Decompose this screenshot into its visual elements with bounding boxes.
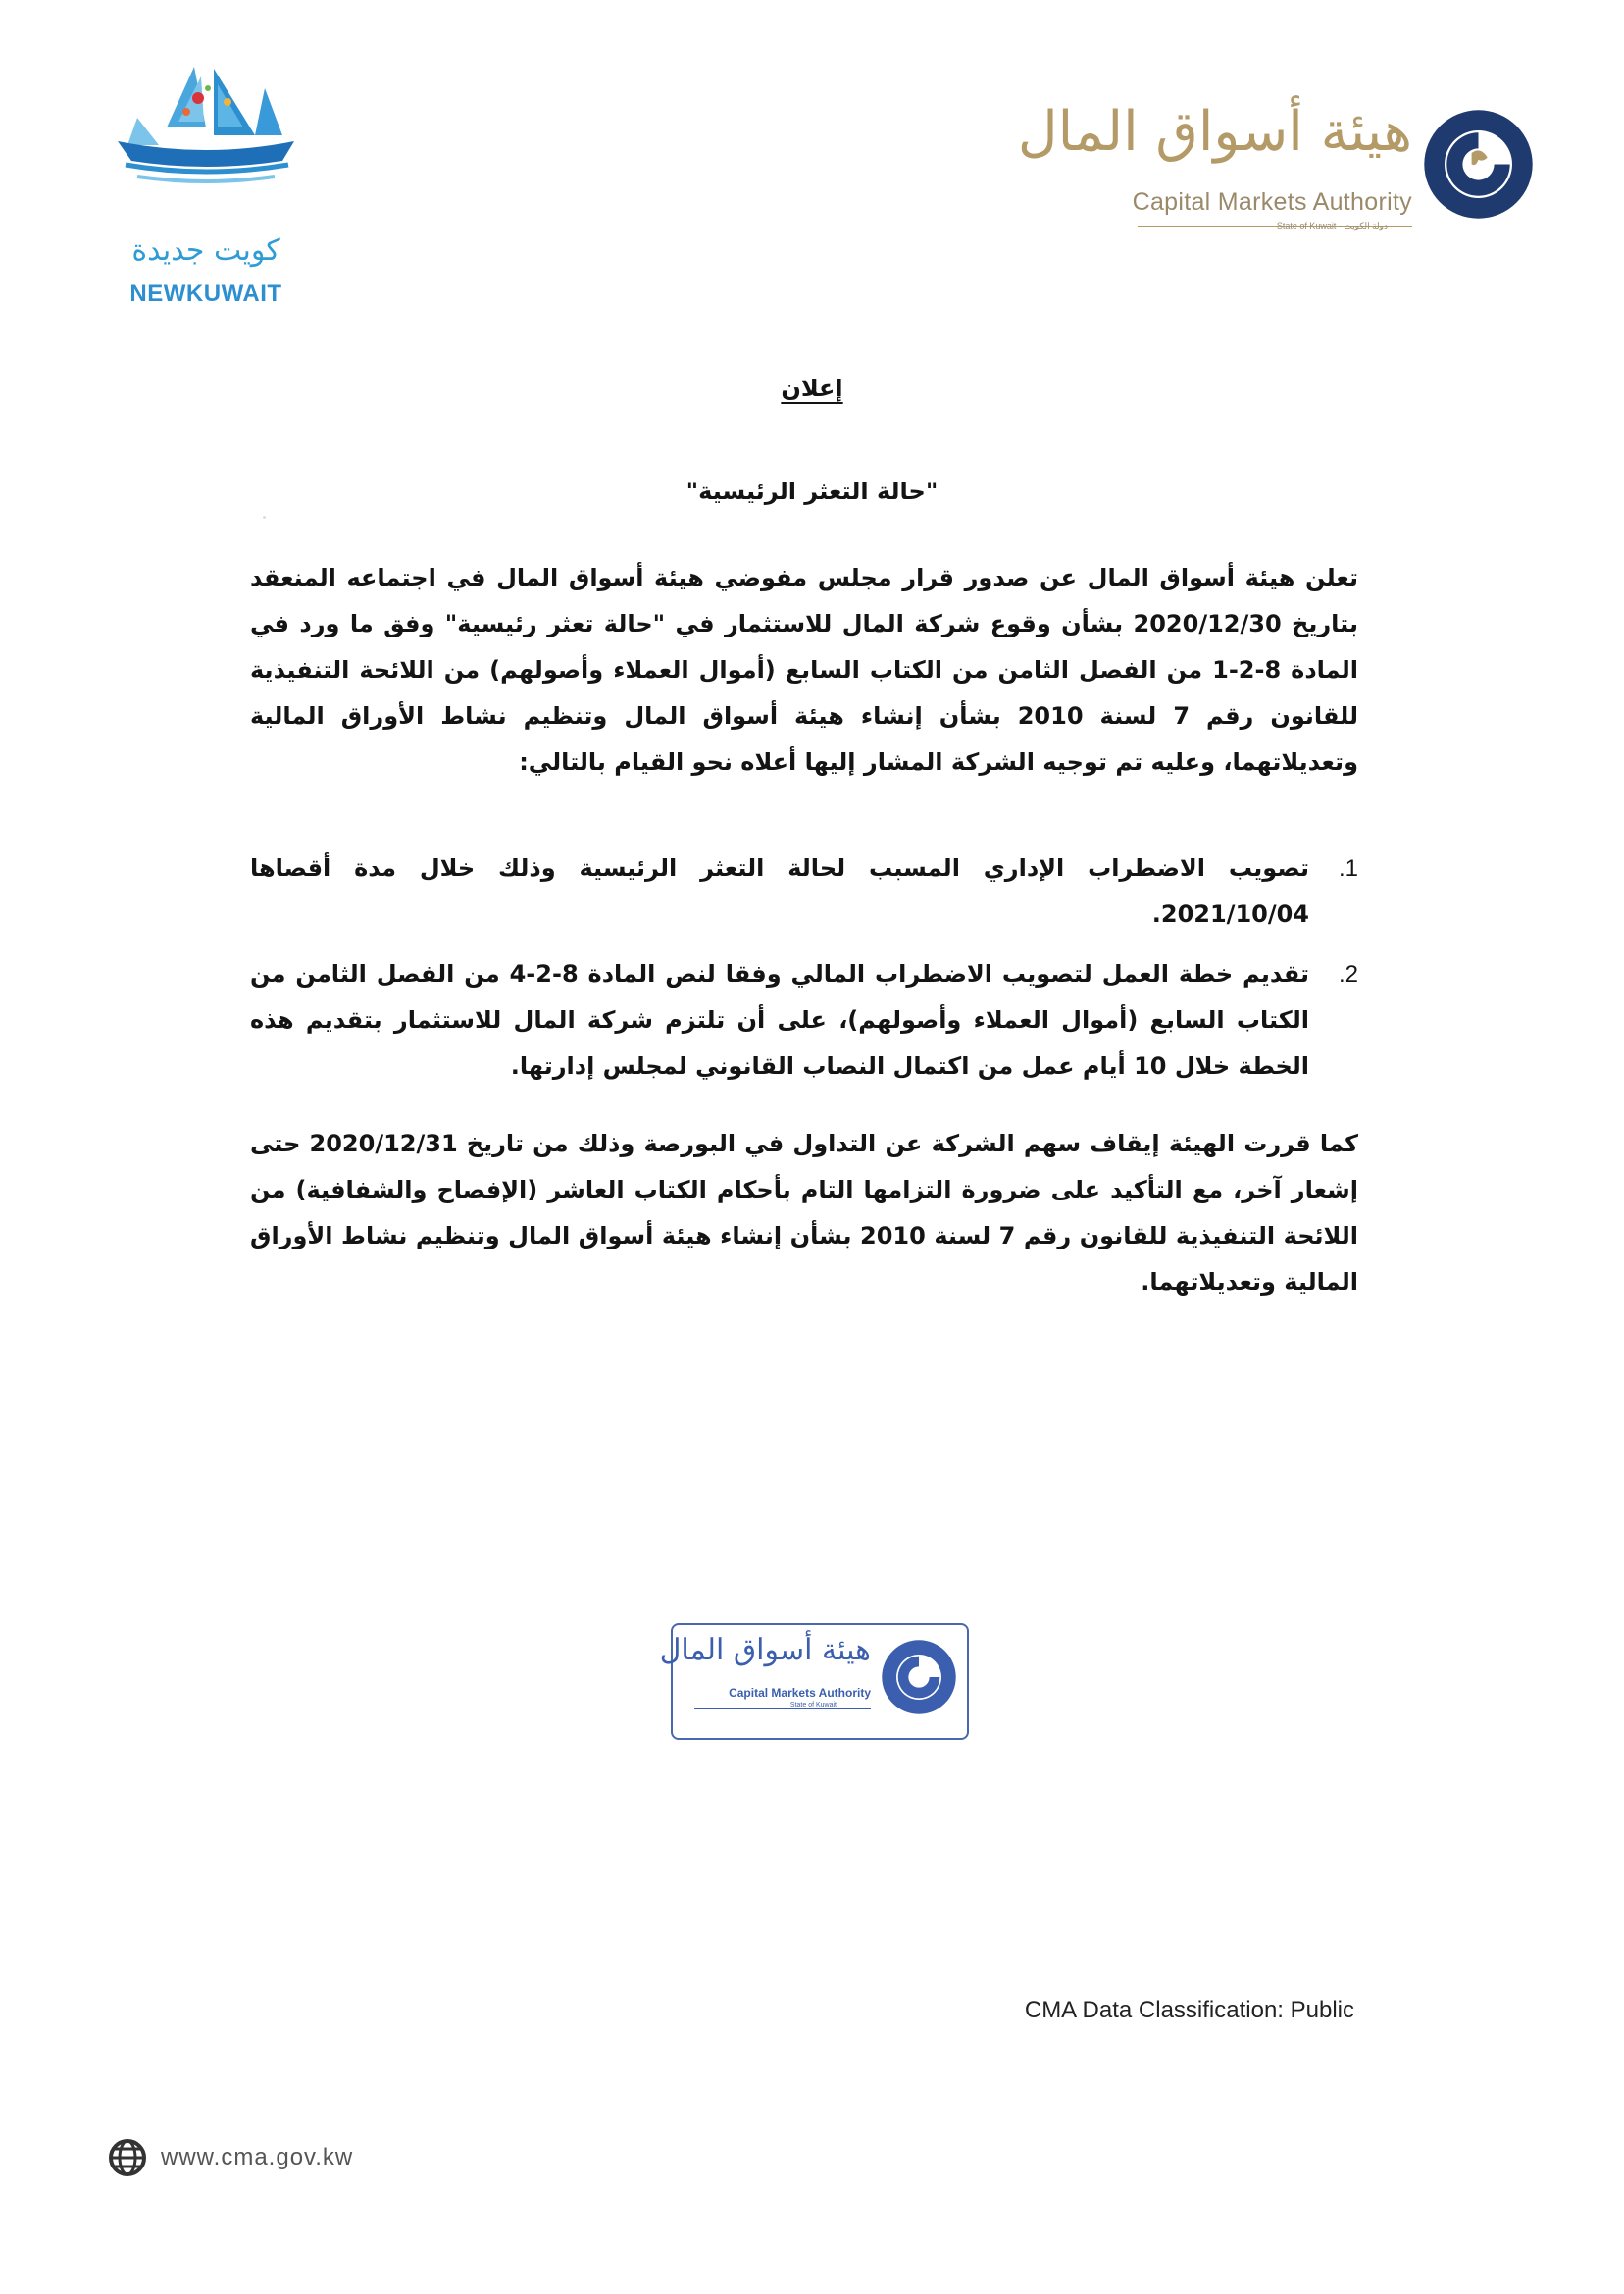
- directives-list: [250, 845, 1358, 1103]
- globe-icon: [108, 2138, 147, 2177]
- scan-speck: [263, 516, 266, 519]
- list-item: [250, 951, 1358, 1090]
- website-url[interactable]: www.cma.gov.kw: [161, 2144, 354, 2170]
- website-footer[interactable]: [108, 2138, 353, 2177]
- data-classification-label: CMA Data Classification: Public: [1024, 1997, 1354, 2023]
- stamp-english-name: Capital Markets Authority: [729, 1686, 871, 1700]
- paragraph-announcement: تعلن هيئة أسواق المال عن صدور قرار مجلس مفوضي هيئة أسواق المال في اجتماعه المنعقد بتاريخ 2020/12/30 بشأن وقوع شركة المال للاستثمار في "حالة تعثر رئيسية" وفق ما ورد في المادة 8-2-1 من الفصل الثامن من الكتاب السابع (أموال العملاء وأصولهم) من اللائحة التنفيذية للقانون رقم 7 لسنة 2010 بشأن إنشاء هيئة أسواق المال وتنظيم نشاط الأوراق المالية وتعديلاتهما، وعليه تم توجيه الشركة المشار إليها أعلاه نحو القيام بالتالي:: [250, 564, 1359, 776]
- cma-logo: [1017, 98, 1535, 235]
- newkuwait-arabic-name: كويت جديدة: [131, 233, 280, 268]
- newkuwait-english-name: NEWKUWAIT: [129, 280, 282, 307]
- cma-emblem-icon: [1422, 108, 1535, 221]
- document-title: [0, 375, 1624, 402]
- dhow-boat-icon: [108, 59, 304, 186]
- stamp-state-line: State of Kuwait: [787, 1702, 839, 1708]
- stamp-emblem-icon: [879, 1637, 959, 1717]
- list-item: [250, 845, 1358, 938]
- list-item-number: 1.: [1338, 855, 1358, 882]
- list-item-number: 2.: [1338, 961, 1358, 988]
- cma-english-name: Capital Markets Authority: [1132, 188, 1412, 216]
- paragraph-trading-suspension: كما قررت الهيئة إيقاف سهم الشركة عن التداول في البورصة وذلك من تاريخ 2020/12/31 حتى إشعار آخر، مع التأكيد على ضرورة التزامها التام بأحكام الكتاب العاشر (الإفصاح والشفافية) من اللائحة التنفيذية للقانون رقم 7 لسنة 2010 بشأن إنشاء هيئة أسواق المال وتنظيم نشاط الأوراق المالية وتعديلاتهما.: [250, 1130, 1358, 1296]
- document-title-text: إعلان: [781, 375, 843, 402]
- official-stamp: [659, 1623, 969, 1740]
- stamp-divider: [694, 1708, 871, 1709]
- list-item-text: تقديم خطة العمل لتصويب الاضطراب المالي وفقا لنص المادة 8-2-4 من الفصل الثامن من الكتاب السابع (أموال العملاء وأصولهم)، على أن تلتزم شركة المال للاستثمار بتقديم هذه الخطة خلال 10 أيام عمل من اكتمال النصاب القانوني لمجلس إدارتها.: [250, 960, 1310, 1080]
- cma-arabic-name: هيئة أسواق المال: [1017, 100, 1412, 164]
- document-subtitle: "حالة التعثر الرئيسية": [685, 478, 939, 505]
- newkuwait-logo: [108, 59, 304, 307]
- cma-state-line: State of Kuwait · دولة الكويت: [1276, 221, 1388, 230]
- stamp-arabic-name: هيئة أسواق المال: [659, 1633, 871, 1667]
- list-item-text: تصويب الاضطراب الإداري المسبب لحالة التعثر الرئيسية وذلك خلال مدة أقصاها 2021/10/04.: [250, 854, 1309, 928]
